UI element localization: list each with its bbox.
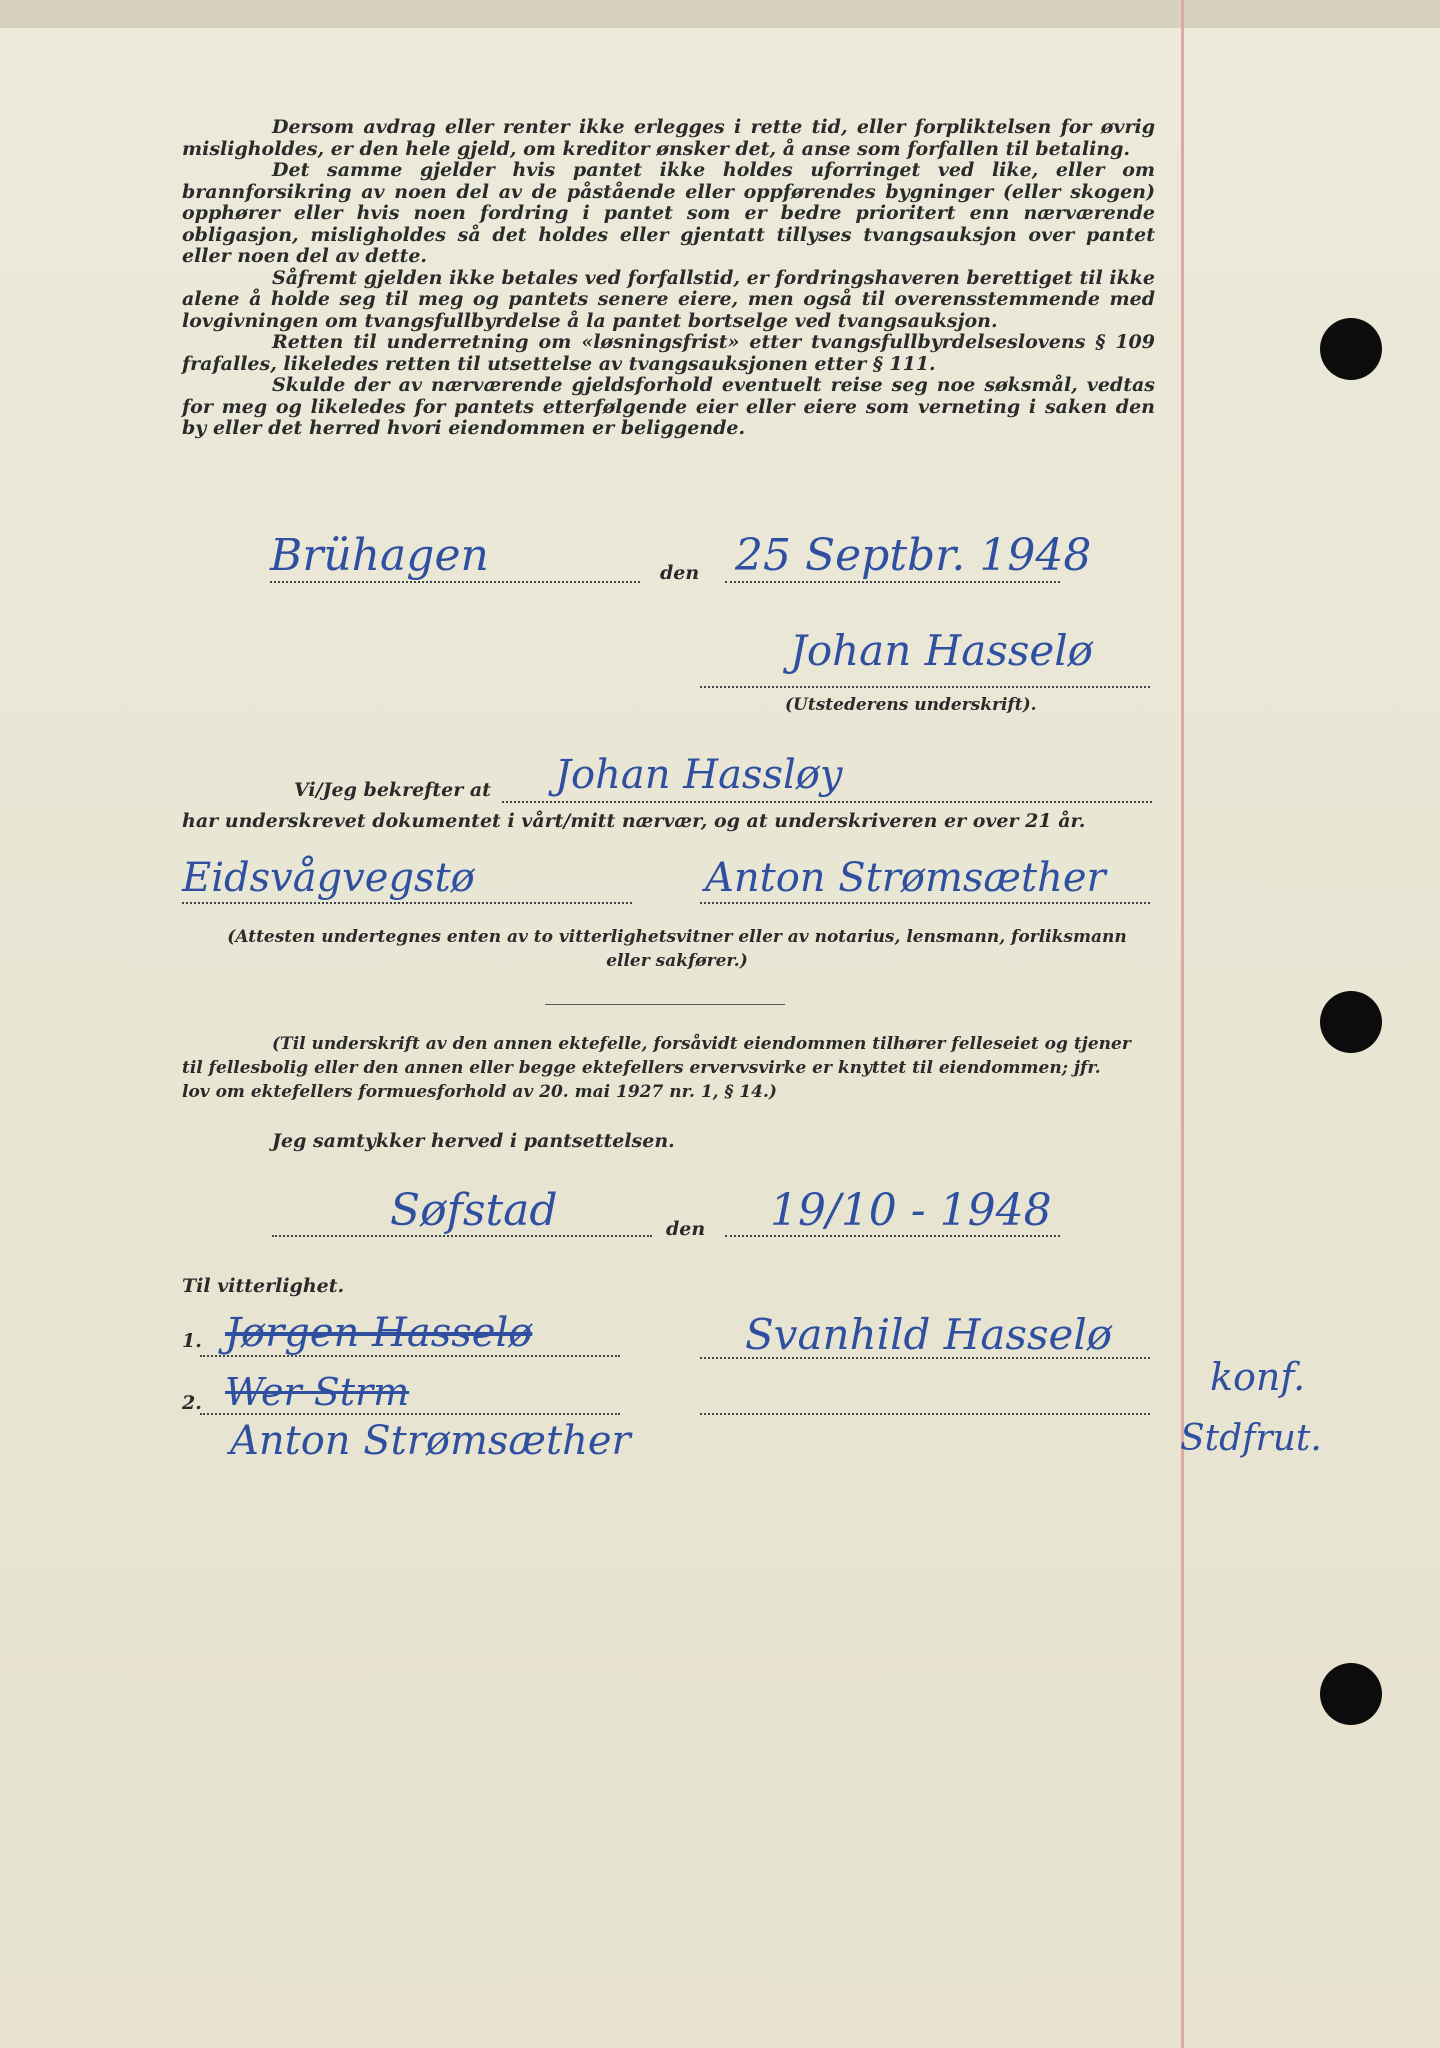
spouse-note — [182, 1032, 1155, 1104]
place-2-line — [272, 1235, 652, 1237]
consent-line: Jeg samtykker herved i pantsettelsen. — [272, 1130, 675, 1152]
terms-text — [182, 117, 1155, 440]
spouse-note-line-3: lov om ektefellers formuesforhold av 20. mai 1927 nr. 1, § 14.) — [182, 1082, 777, 1102]
confirm-name-handwritten: Johan Hassløy — [555, 752, 843, 798]
margin-note-konf: konf. — [1210, 1355, 1306, 1399]
den-label-2: den — [666, 1218, 706, 1240]
den-label: den — [660, 562, 700, 584]
paragraph-forced-sale: Såfremt gjelden ikke betales ved forfallstid, er fordringshaveren berettiget til ikke alene å holde seg til meg og pantets senere eiere, men også til overensstemmende med lovgivningen om tvangsfullbyrdelse å la pantet bortselge ved tvangsauksjon. — [182, 266, 1155, 332]
date-dotted-line — [725, 581, 1060, 583]
date-2-handwritten: 19/10 - 1948 — [770, 1185, 1052, 1236]
witness-heading: Til vitterlighet. — [182, 1275, 345, 1297]
witness-number-1: 1. — [182, 1330, 202, 1352]
spouse-signature-line — [700, 1357, 1150, 1359]
witness-2-signature: Anton Strømsæther — [230, 1418, 631, 1464]
confirm-name-line — [502, 801, 1152, 803]
spouse-note-line-1: (Til underskrift av den annen ektefelle, forsåvidt eiendommen tilhører felleseiet og tjener — [272, 1034, 1131, 1054]
witness-signature-line — [700, 902, 1150, 904]
place-dotted-line — [270, 581, 640, 583]
spouse-signature: Svanhild Hasselø — [745, 1310, 1113, 1359]
witness-place-handwritten: Eidsvågvegstø — [182, 855, 475, 901]
punch-hole-middle — [1320, 991, 1382, 1053]
witness-1-struck-signature: Jørgen Hasselø — [225, 1310, 533, 1356]
attest-note — [182, 925, 1172, 973]
punch-hole-top — [1320, 318, 1382, 380]
attest-note-line-1: (Attesten undertegnes enten av to vitterlighetsvitner eller av notarius, lensmann, forliksmann — [227, 927, 1127, 947]
witness-2-struck-signature: Wer Strm — [225, 1370, 410, 1414]
red-margin-line — [1181, 0, 1184, 2048]
witness-2-line — [200, 1413, 620, 1415]
witness-number-2: 2. — [182, 1392, 202, 1414]
place-2-handwritten: Søfstad — [390, 1185, 558, 1236]
paragraph-default: Dersom avdrag eller renter ikke erlegges i rette tid, eller forpliktelsen for øvrig misligholdes, er den hele gjeld, om kreditor ønsker det, å anse som forfallen til betaling. — [182, 116, 1155, 160]
punch-hole-bottom — [1320, 1663, 1382, 1725]
spouse-note-line-2: til fellesbolig eller den annen eller begge ektefellers ervervsvirke er knyttet til eiendommen; jfr. — [182, 1058, 1101, 1078]
spouse-second-line — [700, 1413, 1150, 1415]
date-2-line — [725, 1235, 1060, 1237]
date-handwritten: 25 Septbr. 1948 — [735, 530, 1092, 581]
margin-note-stamp: Stdfrut. — [1180, 1418, 1322, 1459]
issuer-signature: Johan Hasselø — [790, 626, 1093, 675]
separator-rule — [545, 1004, 785, 1005]
page-top-edge — [0, 0, 1440, 28]
attest-note-line-2: eller sakfører.) — [606, 951, 748, 971]
confirm-statement: har underskrevet dokumentet i vårt/mitt nærvær, og at underskriveren er over 21 år. — [182, 810, 1086, 832]
paragraph-redemption: Retten til underretning om «løsningsfrist» etter tvangsfullbyrdelseslovens § 109 frafalles, likeledes retten til utsettelse av tvangsauksjonen etter § 111. — [182, 331, 1155, 375]
issuer-caption: (Utstederens underskrift). — [785, 695, 1037, 715]
paragraph-fire-insurance: Det samme gjelder hvis pantet ikke holdes uforringet ved like, eller om brannforsikring av noen del av de påstående eller oppførendes bygninger (eller skogen) opphører eller hvis noen fordring i pantet som er bedre prioritert enn nærværende obligasjon, misligholdes så det holdes eller gjentatt tillyses tvangsauksjon over pantet eller noen del av dette. — [182, 159, 1155, 267]
confirm-prefix: Vi/Jeg bekrefter at — [294, 779, 491, 801]
place-handwritten: Brühagen — [270, 530, 489, 581]
witness-1-line — [200, 1355, 620, 1357]
witness-signature-handwritten: Anton Strømsæther — [705, 855, 1106, 901]
issuer-signature-line — [700, 686, 1150, 688]
paragraph-venue: Skulde der av nærværende gjeldsforhold eventuelt reise seg noe søksmål, vedtas for meg og likeledes for pantets etterfølgende eier eller eiere som verneting i saken den by eller det herred hvori eiendommen er beliggende. — [182, 374, 1155, 439]
witness-place-line — [182, 902, 632, 904]
